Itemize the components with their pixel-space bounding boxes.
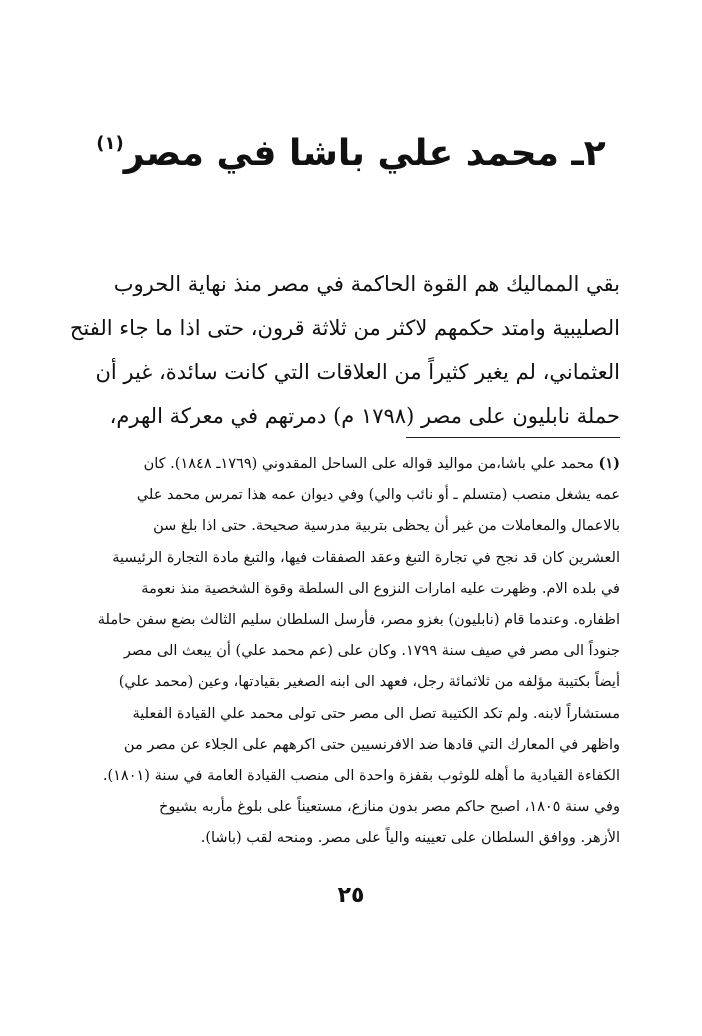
footnote-line: أيضاً بكتيبة مؤلفه من ثلاثمائة رجل، فعهد الى ابنه الصغير بقيادتها، وعين (محمد علي) <box>118 674 620 691</box>
footnote-line: بالاعمال والمعاملات من غير أن يحظى بتربية مدرسية صحيحة. حتى اذا بلغ سن <box>153 518 620 535</box>
footnote-line: اظفاره. وعندما قام (نابليون) بغزو مصر، فأرسل السلطان سليم الثالث بضع سفن حاملة <box>97 612 620 629</box>
footnote-line: جنوداً الى مصر في صيف سنة ١٧٩٩. وكان على (عم محمد علي) أن يبعث الى مصر <box>123 643 620 660</box>
footnote-line: مستشاراً لابنه. ولم تكد الكتيبة تصل الى مصر حتى تولى محمد علي القيادة الفعلية <box>132 705 620 722</box>
footnote <box>78 448 620 855</box>
footnote-line: واظهر في المعارك التي قادها ضد الافرنسيين حتى اكرههم على الجلاء عن مصر من <box>123 736 620 753</box>
footnote-line: الكفاءة القيادية ما أهله للوثوب بقفزة واحدة الى منصب القيادة العامة في سنة (١٨٠١). <box>102 768 620 785</box>
chapter-title <box>70 118 632 180</box>
footnote-line: في بلده الام. وظهرت عليه امارات النزوع الى السلطة وقوة الشخصية منذ نعومة <box>141 580 620 597</box>
chapter-title-text: ٢ـ محمد علي باشا في مصر <box>123 133 606 174</box>
body-paragraph <box>69 262 620 438</box>
body-line: الصليبية وامتد حكمهم لاكثر من ثلاثة قرون، حتى اذا ما جاء الفتح <box>69 316 620 340</box>
title-footnote-ref: (١) <box>96 133 124 154</box>
body-line: حملة نابليون على مصر (١٧٩٨ م) دمرتهم في معركة الهرم، <box>109 404 620 428</box>
footnote-line: العشرين كان قد نجح في تجارة التبغ وعقد الصفقات فيها، والتبغ مادة التجارة الرئيسية <box>112 549 620 566</box>
page-number: ٢٥ <box>337 883 365 908</box>
footnote-first-line-text: محمد علي باشا،من مواليد قواله على الساحل المقدوني (١٧٦٩ـ ١٨٤٨). كان <box>143 456 594 472</box>
footnote-divider <box>406 437 620 438</box>
footnote-line: عمه يشغل منصب (متسلم ـ أو نائب والي) وفي ديوان عمه هذا تمرس محمد علي <box>136 487 620 504</box>
footnote-line: الأزهر. ووافق السلطان على تعيينه والياً على مصر. ومنحه لقب (باشا). <box>200 830 620 847</box>
body-line: بقي المماليك هم القوة الحاكمة في مصر منذ نهاية الحروب <box>113 272 620 296</box>
footnote-line <box>78 448 620 480</box>
footnote-number: (١) <box>598 455 620 472</box>
footnote-line: وفي سنة ١٨٠٥، اصبح حاكم مصر بدون منازع، مستعيناً على بلوغ مأربه بشيوخ <box>159 799 620 816</box>
body-line: العثماني، لم يغير كثيراً من العلاقات التي كانت سائدة، غير أن <box>95 360 620 384</box>
